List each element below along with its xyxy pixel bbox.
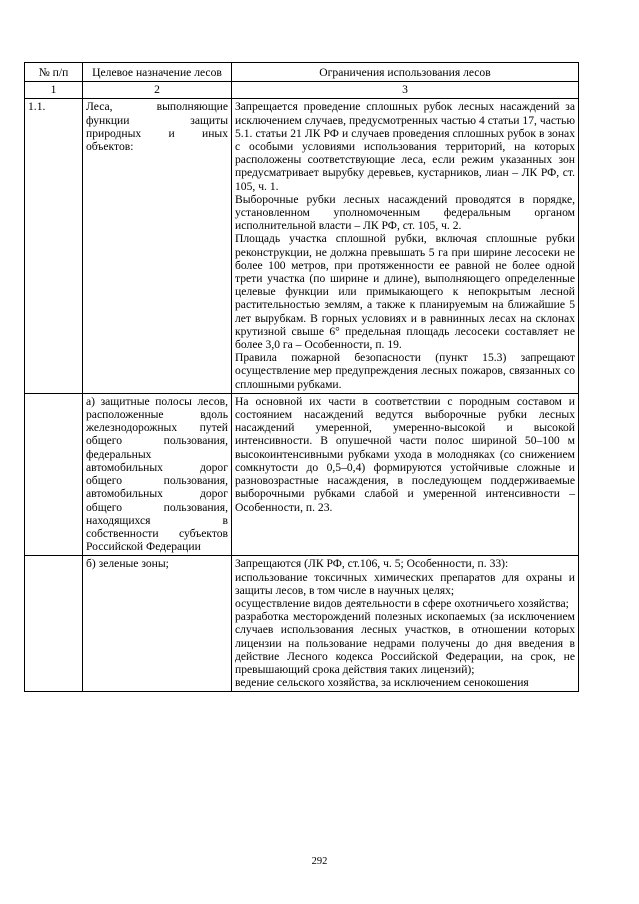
header-number: № п/п	[25, 63, 83, 82]
restriction-paragraph: осуществление видов деятельности в сфере охотничьего хозяйства;	[235, 596, 569, 610]
restriction-paragraph: Запрещается проведение сплошных рубок лесных насаждений за исключением случаев, предусмотренных частью 4 статьи 17, частью 5.1. статьи 21 ЛК РФ и случаев проведения сплошных рубок в зонах с особыми условиями использования территорий, на которых расположены соответствующие леса, если режим указанных зон предусматривает вырубку деревьев, кустарников, лиан – ЛК РФ, ст. 105, ч. 1.	[235, 100, 575, 193]
numbering-3: 3	[232, 82, 579, 99]
header-restrictions: Ограничения использования лесов	[232, 63, 579, 82]
table-row	[25, 393, 579, 555]
row-restrictions	[232, 556, 579, 692]
row-number	[25, 556, 83, 692]
page-number: 292	[311, 856, 328, 867]
table-header-row	[25, 63, 579, 82]
restriction-paragraph: Запрещаются (ЛК РФ, ст.106, ч. 5; Особенности, п. 33):	[235, 557, 509, 571]
restriction-paragraph: ведение сельского хозяйства, за исключением сенокошения	[235, 676, 529, 690]
restriction-paragraph: На основной их части в соответствии с породным составом и состоянием насаждений ведутся выборочные рубки лесных насаждений умеренной, умеренно-высокой и высокой интенсивности. В опушечной части полос шириной 50–100 м высокоинтенсивными рубками ухода в молодняках (со снижением сомкнутости до 0,5–0,4) формируются устойчивые сложные и разновозрастные насаждения, в последующем поддерживаемые выборочными рубками слабой и умеренной интенсивности – Особенности, п. 23.	[235, 394, 575, 514]
header-purpose: Целевое назначение лесов	[83, 63, 232, 82]
numbering-2: 2	[83, 82, 232, 99]
numbering-1: 1	[25, 82, 83, 99]
row-restrictions	[232, 99, 579, 393]
table-row	[25, 99, 579, 393]
row-restrictions	[232, 393, 579, 555]
row-purpose: б) зеленые зоны;	[83, 556, 232, 692]
table-row	[25, 556, 579, 692]
row-number	[25, 393, 83, 555]
restriction-paragraph: Выборочные рубки лесных насаждений проводятся в порядке, установленном уполномоченным федеральным органом исполнительной власти – ЛК РФ, ст. 105, ч. 2.	[235, 192, 575, 233]
row-number: 1.1.	[25, 99, 83, 393]
restrictions-table	[24, 62, 579, 692]
table-numbering-row	[25, 82, 579, 99]
row-purpose: а) защитные полосы лесов, расположенные вдоль железнодорожных путей общего пользования, федеральных автомобильных дорог общего пользования, автомобильных дорог общего пользования, находящихся в собственности субъектов Российской Федерации	[83, 393, 232, 555]
restriction-paragraph: Правила пожарной безопасности (пункт 15.3) запрещают осуществление мер предупреждения лесных пожаров, связанных со сплошными рубками.	[235, 351, 575, 391]
restriction-paragraph: использование токсичных химических препаратов для охраны и защиты лесов, в том числе в научных целях;	[235, 570, 575, 597]
restriction-paragraph: Площадь участка сплошной рубки, включая сплошные рубки реконструкции, не должна превышать 5 га при ширине лесосеки не более 100 метров, при протяженности ее равной не более одной трети участка (по ширине и длине), выполняющего определенные целевые функции или примыкающего к непокрытым лесной растительностью землям, а также к планируемым на ближайшие 5 лет вырубкам. В горных условиях и в равнинных лесах на склонах крутизной свыше 6° предельная площадь лесосеки составляет не более 3,0 га – Особенности, п. 19.	[235, 232, 575, 352]
restriction-paragraph: разработка месторождений полезных ископаемых (за исключением случаев использования лесных участков, в отношении которых лицензии на пользование недрами получены до дня введения в действие Лесного кодекса Российской Федерации, на срок, не превышающий срока действия таких лицензий);	[235, 610, 575, 676]
row-purpose: Леса, выполняющие функции защиты природных и иных объектов:	[83, 99, 232, 393]
